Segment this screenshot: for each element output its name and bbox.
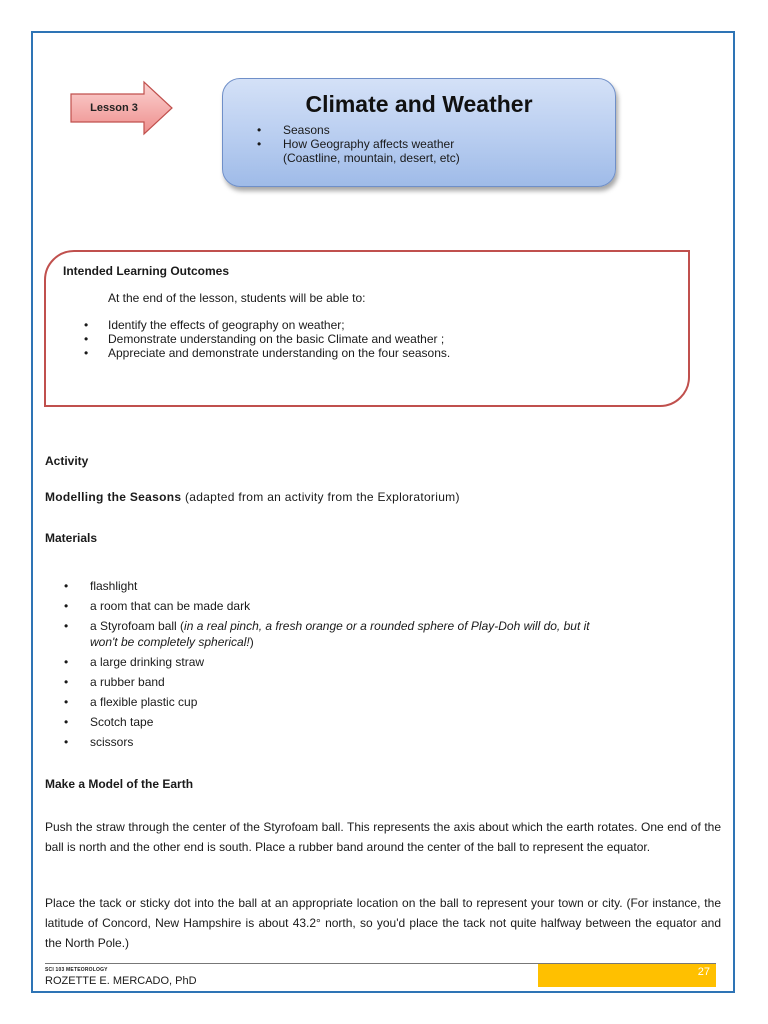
page-number-bar [538,964,716,987]
materials-list [64,576,704,752]
lesson-arrow [68,80,176,136]
material-item: • Scotch tape [64,715,154,729]
material-item: • flashlight [64,579,138,593]
model-paragraph-2: Place the tack or sticky dot into the ball at an appropriate location on the ball to represent your town or city. (For instance, the latitude of Concord, New Hampshire is about 43.2° north, so you'd place the tack not quite halfway between the equator and the North Pole.) [45,896,721,950]
modelling-line [45,490,460,504]
material-item: • a Styrofoam ball (in a real pinch, a fresh orange or a rounded sphere of Play-Doh will do, but it won't be completely spherical!) [64,619,590,649]
material-item: • a large drinking straw [64,655,205,669]
material-item: • a room that can be made dark [64,599,251,613]
materials-heading: Materials [45,531,98,545]
title-bullet: • How Geography affects weather [257,137,455,151]
outcome-item: • Identify the effects of geography on weather; [84,318,345,332]
footer-author: ROZETTE E. MERCADO, PhD [45,975,197,987]
footer-course: SCI 103 METEOROLOGY [45,967,108,973]
title-bullet-continuation: (Coastline, mountain, desert, etc) [283,151,460,165]
material-item: • scissors [64,735,134,749]
title-bullet-list [257,123,460,165]
material-item: • a flexible plastic cup [64,695,198,709]
outcome-item: • Demonstrate understanding on the basic Climate and weather ; [84,332,445,346]
outcomes-heading: Intended Learning Outcomes [63,264,230,278]
activity-heading: Activity [45,454,89,468]
modelling-source: (adapted from an activity from the Exploratorium) [181,490,460,504]
page-number: 27 [697,966,710,978]
model-paragraph-1: Push the straw through the center of the Styrofoam ball. This represents the axis about which the earth rotates. One end of the ball is north and the other end is south. Place a rubber band around the center of the ball to represent the equator. [45,820,721,854]
material-item: • a rubber band [64,675,165,689]
outcomes-intro: At the end of the lesson, students will be able to: [108,291,366,305]
title-box [222,78,616,187]
outcomes-list [84,318,450,360]
lesson-label: Lesson 3 [90,102,138,114]
title-bullet: • Seasons [257,123,330,137]
model-heading: Make a Model of the Earth [45,777,194,791]
lesson-title: Climate and Weather [305,91,533,117]
outcomes-box [44,250,690,407]
outcome-item: • Appreciate and demonstrate understanding on the four seasons. [84,346,451,360]
modelling-title: Modelling the Seasons [45,490,182,504]
